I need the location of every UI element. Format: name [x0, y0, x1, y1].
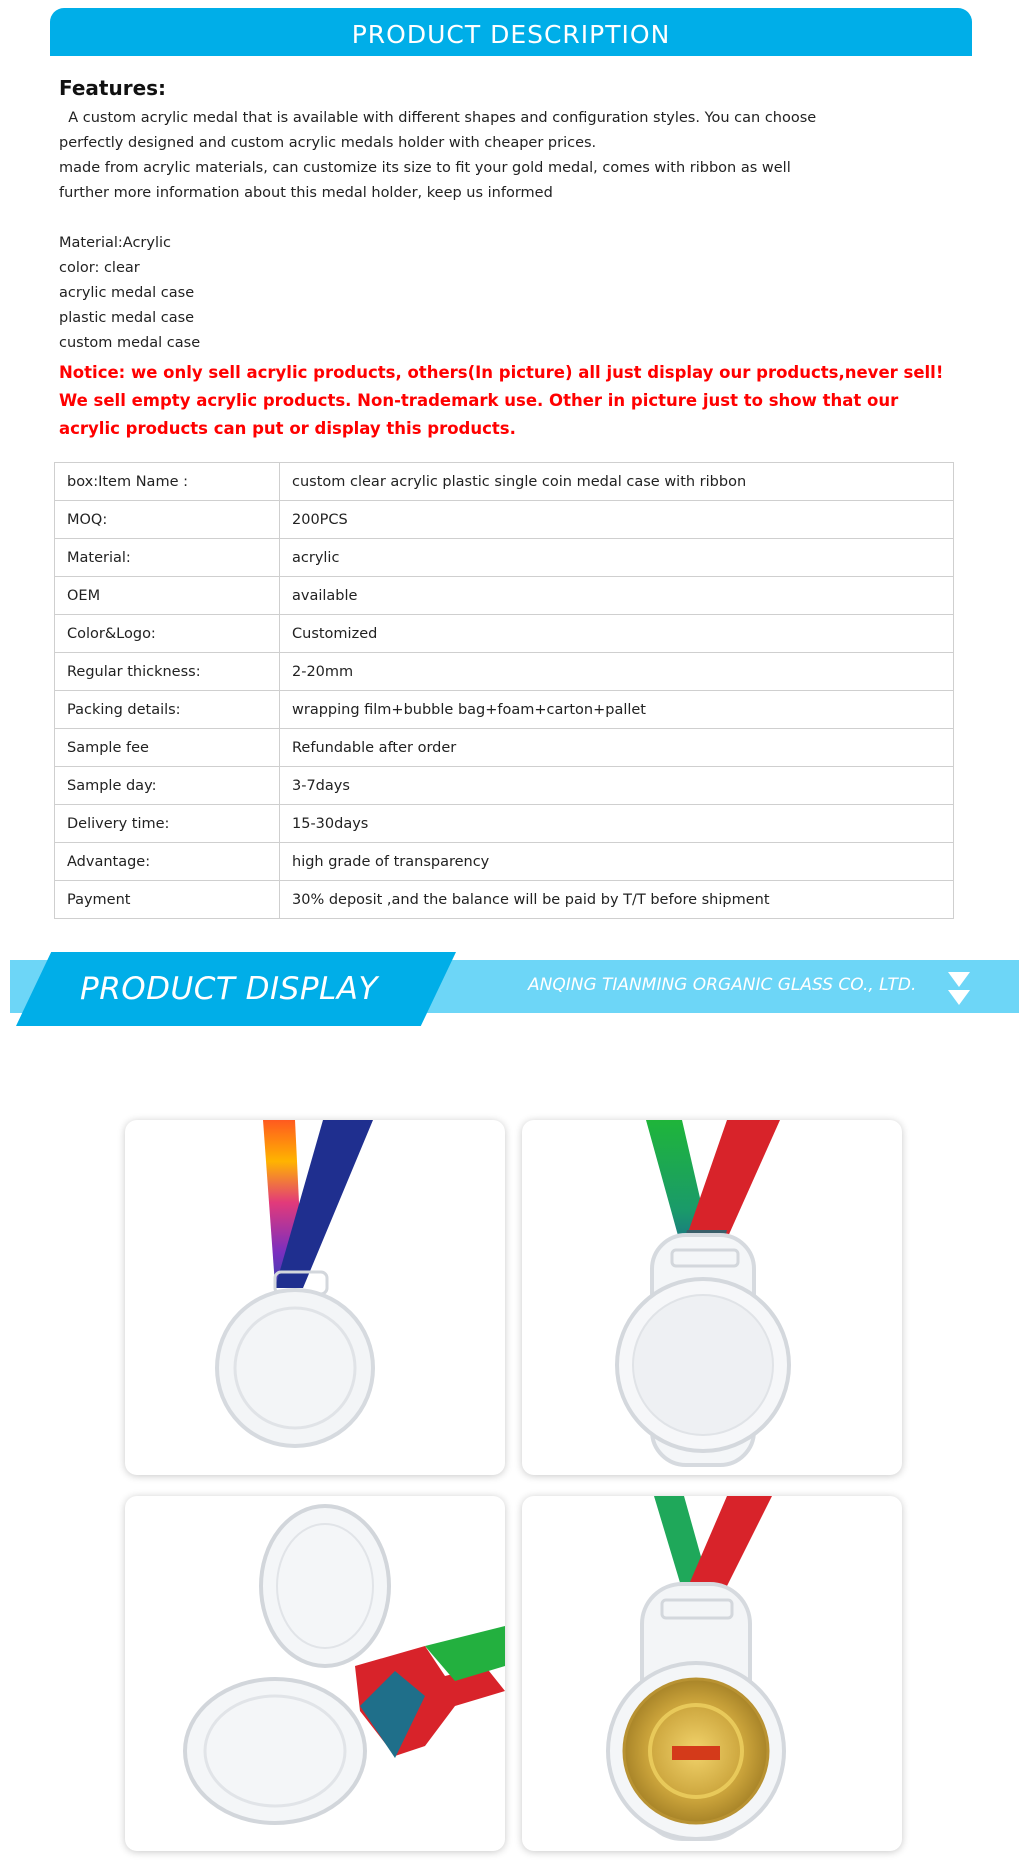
feature-line: made from acrylic materials, can customize its size to fit your gold medal, comes with ribbon as well	[59, 160, 791, 176]
feature-line: A custom acrylic medal that is available with different shapes and configuration styles. You can choose	[59, 110, 817, 126]
spec-label: Material:	[55, 539, 280, 577]
spec-label: MOQ:	[55, 501, 280, 539]
spec-label: Delivery time:	[55, 805, 280, 843]
description-title: PRODUCT DESCRIPTION	[351, 20, 671, 49]
attribute-line: custom medal case	[59, 335, 201, 351]
medal-case-image	[522, 1120, 902, 1475]
spec-label: Advantage:	[55, 843, 280, 881]
table-row	[55, 805, 954, 843]
company-name: ANQING TIANMING ORGANIC GLASS CO., LTD.	[528, 975, 917, 995]
table-row	[55, 463, 954, 501]
table-row	[55, 881, 954, 919]
features-section	[59, 76, 959, 443]
product-photo-1	[125, 1120, 505, 1475]
chevron-down-icon	[948, 990, 970, 1005]
attribute-line: plastic medal case	[59, 310, 195, 326]
table-row	[55, 691, 954, 729]
attribute-line: color: clear	[59, 260, 140, 276]
spec-label: box:Item Name :	[55, 463, 280, 501]
spec-value: 30% deposit ,and the balance will be paid by T/T before shipment	[280, 881, 954, 919]
feature-line: further more information about this medal holder, keep us informed	[59, 185, 553, 201]
product-photo-3	[125, 1496, 505, 1851]
spec-value: 200PCS	[280, 501, 954, 539]
table-row	[55, 501, 954, 539]
table-row	[55, 539, 954, 577]
feature-line: perfectly designed and custom acrylic medals holder with cheaper prices.	[59, 135, 597, 151]
display-title: PRODUCT DISPLAY	[80, 971, 378, 1007]
spec-value: Refundable after order	[280, 729, 954, 767]
spec-value: 3-7days	[280, 767, 954, 805]
spec-label: Packing details:	[55, 691, 280, 729]
spec-label: Color&Logo:	[55, 615, 280, 653]
medal-case-image	[125, 1496, 505, 1851]
description-banner	[50, 8, 972, 56]
spec-label: OEM	[55, 577, 280, 615]
table-row	[55, 653, 954, 691]
spec-value: Customized	[280, 615, 954, 653]
spec-value: high grade of transparency	[280, 843, 954, 881]
chevron-down-icon	[948, 972, 970, 987]
medal-case-image	[522, 1496, 902, 1851]
notice-text: Notice: we only sell acrylic products, others(In picture) all just display our products,never sell! We sell empty acrylic products. Non-trademark use. Other in picture just to show that our acrylic products can put or display this products.	[59, 363, 944, 438]
spec-value: acrylic	[280, 539, 954, 577]
spec-value: wrapping film+bubble bag+foam+carton+pallet	[280, 691, 954, 729]
attribute-line: acrylic medal case	[59, 285, 195, 301]
spec-label: Sample day:	[55, 767, 280, 805]
specs-table	[54, 462, 954, 919]
spec-label: Sample fee	[55, 729, 280, 767]
attribute-line: Material:Acrylic	[59, 235, 171, 251]
spec-value: 2-20mm	[280, 653, 954, 691]
spec-label: Regular thickness:	[55, 653, 280, 691]
table-row	[55, 615, 954, 653]
table-row	[55, 843, 954, 881]
medal-case-image	[125, 1120, 505, 1475]
table-row	[55, 729, 954, 767]
spec-value: custom clear acrylic plastic single coin medal case with ribbon	[280, 463, 954, 501]
spec-label: Payment	[55, 881, 280, 919]
spec-value: 15-30days	[280, 805, 954, 843]
product-photo-2	[522, 1120, 902, 1475]
table-row	[55, 767, 954, 805]
features-title: Features:	[59, 76, 167, 100]
spec-value: available	[280, 577, 954, 615]
product-photo-4	[522, 1496, 902, 1851]
table-row	[55, 577, 954, 615]
